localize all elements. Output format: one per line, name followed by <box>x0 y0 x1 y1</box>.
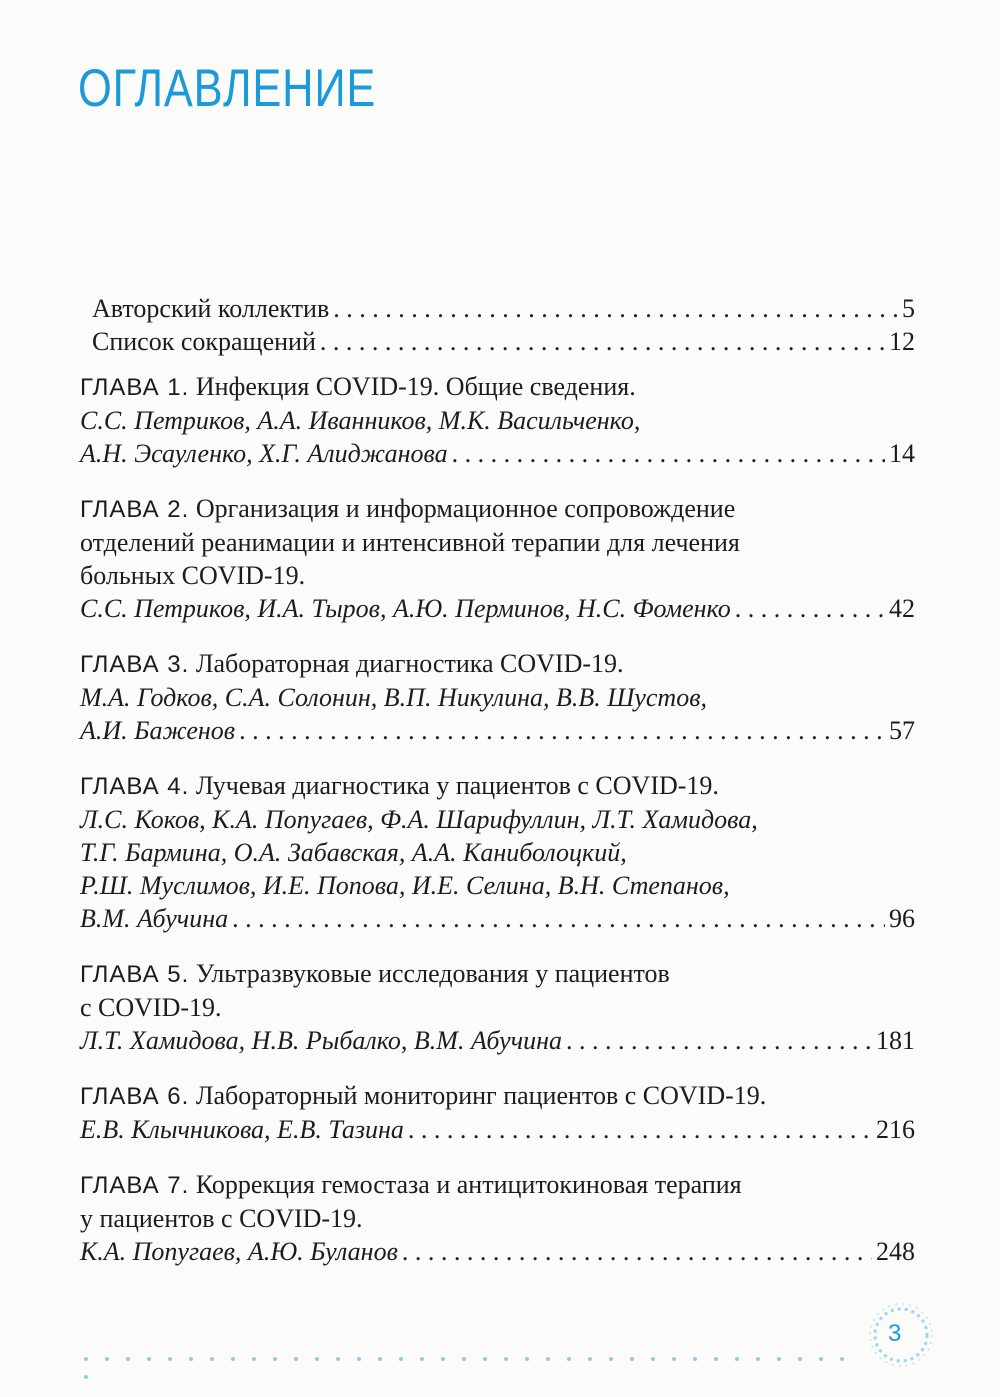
chapter-authors-page-row <box>80 902 915 935</box>
footer-dot <box>420 1357 424 1361</box>
toc-entry-authors[interactable] <box>80 292 915 325</box>
chapter-label: ГЛАВА 2. <box>80 496 190 523</box>
footer-dot <box>441 1357 445 1361</box>
chapter-title-line <box>80 1079 915 1113</box>
footer-dot <box>231 1357 235 1361</box>
chapter-entry-1[interactable] <box>80 370 915 470</box>
chapter-page: 96 <box>889 904 915 933</box>
footer-dot <box>462 1357 466 1361</box>
footer-dot <box>693 1357 697 1361</box>
footer-dot <box>798 1357 802 1361</box>
footer-dot <box>273 1357 277 1361</box>
chapter-authors-line: А.Н. Эсауленко, Х.Г. Алиджанова <box>80 439 448 468</box>
chapter-title-text: с COVID-19. <box>80 993 222 1022</box>
footer-dot <box>210 1357 214 1361</box>
leader-dots <box>408 1113 872 1146</box>
chapter-title-text: Ультразвуковые исследования у пациентов <box>195 959 670 988</box>
chapter-title-text: Коррекция гемостаза и антицитокиновая терапия <box>195 1170 742 1199</box>
chapter-entry-7[interactable] <box>80 1168 915 1268</box>
dot-row <box>84 1348 874 1352</box>
chapter-title-text: Организация и информационное сопровождение <box>195 494 736 523</box>
chapter-label: ГЛАВА 7. <box>80 1172 190 1199</box>
chapter-label: ГЛАВА 5. <box>80 961 190 988</box>
chapter-authors-line: М.А. Годков, С.А. Солонин, В.П. Никулина, В.В. Шустов, <box>80 683 707 712</box>
chapter-page: 42 <box>889 594 915 623</box>
chapter-authors-line: Л.С. Коков, К.А. Попугаев, Ф.А. Шарифуллин, Л.Т. Хамидова, <box>80 805 758 834</box>
footer-dot <box>630 1357 634 1361</box>
chapter-authors-line: Л.Т. Хамидова, Н.В. Рыбалко, В.М. Абучина <box>80 1026 563 1055</box>
chapter-authors-page-row <box>80 714 915 747</box>
chapter-title-line <box>80 647 915 681</box>
footer-dot <box>756 1357 760 1361</box>
chapter-title-line <box>80 559 915 592</box>
chapter-authors-page-row <box>80 592 915 625</box>
footer-dot <box>735 1357 739 1361</box>
chapter-authors-line: С.С. Петриков, И.А. Тыров, А.Ю. Перминов, Н.С. Фоменко <box>80 594 731 623</box>
chapter-page: 181 <box>876 1026 915 1055</box>
footer-dot <box>609 1357 613 1361</box>
chapter-label: ГЛАВА 1. <box>80 374 190 401</box>
chapter-page: 14 <box>889 439 915 468</box>
footer-dot <box>126 1357 130 1361</box>
chapter-authors-line: Р.Ш. Муслимов, И.Е. Попова, И.Е. Селина, В.Н. Степанов, <box>80 871 730 900</box>
chapter-authors-line: Т.Г. Бармина, О.А. Забавская, А.А. Каниболоцкий, <box>80 838 627 867</box>
leader-dots <box>320 325 885 358</box>
chapter-authors-line: В.М. Абучина <box>80 904 229 933</box>
chapter-page: 57 <box>889 716 915 745</box>
chapter-title-text: больных COVID-19. <box>80 561 306 590</box>
toc-entry-label: Список сокращений <box>92 327 316 356</box>
chapter-entry-6[interactable] <box>80 1079 915 1146</box>
chapter-authors-page-row <box>80 1235 915 1268</box>
chapter-entry-5[interactable] <box>80 957 915 1057</box>
page-number: 3 <box>888 1320 902 1347</box>
chapter-title-text: Лучевая диагностика у пациентов с COVID-19. <box>195 771 719 800</box>
footer-dot <box>588 1357 592 1361</box>
chapter-authors-page-row <box>80 1024 915 1057</box>
footer-dot <box>483 1357 487 1361</box>
chapter-entry-2[interactable] <box>80 492 915 625</box>
chapter-title-line <box>80 370 915 404</box>
footer-dot <box>168 1357 172 1361</box>
footer-dot <box>189 1357 193 1361</box>
chapter-title-text: Лабораторная диагностика COVID-19. <box>195 649 624 678</box>
chapter-page: 248 <box>876 1237 915 1266</box>
footer-dot <box>651 1357 655 1361</box>
footer-dot <box>714 1357 718 1361</box>
footer-dot <box>525 1357 529 1361</box>
chapter-entry-4[interactable] <box>80 769 915 935</box>
table-of-contents <box>80 292 915 1268</box>
chapter-authors-line: С.С. Петриков, А.А. Иванников, М.К. Васильченко, <box>80 406 641 435</box>
leader-dots <box>333 292 898 325</box>
toc-entry-label: Авторский коллектив <box>92 294 330 323</box>
leader-dots <box>735 592 885 625</box>
chapter-entry-3[interactable] <box>80 647 915 747</box>
footer-dot <box>399 1357 403 1361</box>
toc-entry-page: 12 <box>889 327 915 356</box>
chapter-authors-line: К.А. Попугаев, А.Ю. Буланов <box>80 1237 398 1266</box>
footer-dot <box>336 1357 340 1361</box>
footer-dot-line <box>84 1340 924 1360</box>
chapter-page: 216 <box>876 1115 915 1144</box>
footer-dot <box>504 1357 508 1361</box>
chapter-title-text: у пациентов с COVID-19. <box>80 1204 363 1233</box>
chapter-label: ГЛАВА 3. <box>80 651 190 678</box>
leader-dots <box>566 1024 872 1057</box>
chapter-title-line <box>80 492 915 526</box>
footer-dot <box>84 1375 88 1379</box>
chapter-authors-line: А.И. Баженов <box>80 716 236 745</box>
footer-dot <box>819 1357 823 1361</box>
footer-dot <box>378 1357 382 1361</box>
footer-dot <box>315 1357 319 1361</box>
footer-dot <box>252 1357 256 1361</box>
leader-dots <box>239 714 885 747</box>
chapter-label: ГЛАВА 4. <box>80 773 190 800</box>
toc-entry-page: 5 <box>902 294 915 323</box>
chapter-list <box>80 370 915 1268</box>
leader-dots <box>232 902 885 935</box>
chapter-title-line <box>80 526 915 559</box>
chapter-label: ГЛАВА 6. <box>80 1083 190 1110</box>
leader-dots <box>402 1235 872 1268</box>
chapter-title-line <box>80 769 915 803</box>
chapter-title-text: Инфекция COVID-19. Общие сведения. <box>195 372 636 401</box>
footer-dot <box>567 1357 571 1361</box>
footer-dot <box>672 1357 676 1361</box>
chapter-authors-line: Е.В. Клычникова, Е.В. Тазина <box>80 1115 404 1144</box>
footer-dot <box>105 1357 109 1361</box>
chapter-title-line <box>80 1202 915 1235</box>
footer-dot <box>84 1357 88 1361</box>
footer-dot <box>294 1357 298 1361</box>
footer-dot <box>357 1357 361 1361</box>
chapter-title-text: Лабораторный мониторинг пациентов с COVID-19. <box>195 1081 767 1110</box>
chapter-title-line <box>80 991 915 1024</box>
chapter-title-text: отделений реанимации и интенсивной терапии для лечения <box>80 528 740 557</box>
toc-entry-abbreviations[interactable] <box>80 325 915 358</box>
footer-dot <box>777 1357 781 1361</box>
chapter-title-line <box>80 1168 915 1202</box>
chapter-authors-page-row <box>80 1113 915 1146</box>
leader-dots <box>452 437 885 470</box>
footer-dot <box>840 1357 844 1361</box>
chapter-title-line <box>80 957 915 991</box>
footer-dot <box>147 1357 151 1361</box>
footer-dot <box>546 1357 550 1361</box>
page-title: ОГЛАВЛЕНИЕ <box>78 59 377 118</box>
chapter-authors-page-row <box>80 437 915 470</box>
